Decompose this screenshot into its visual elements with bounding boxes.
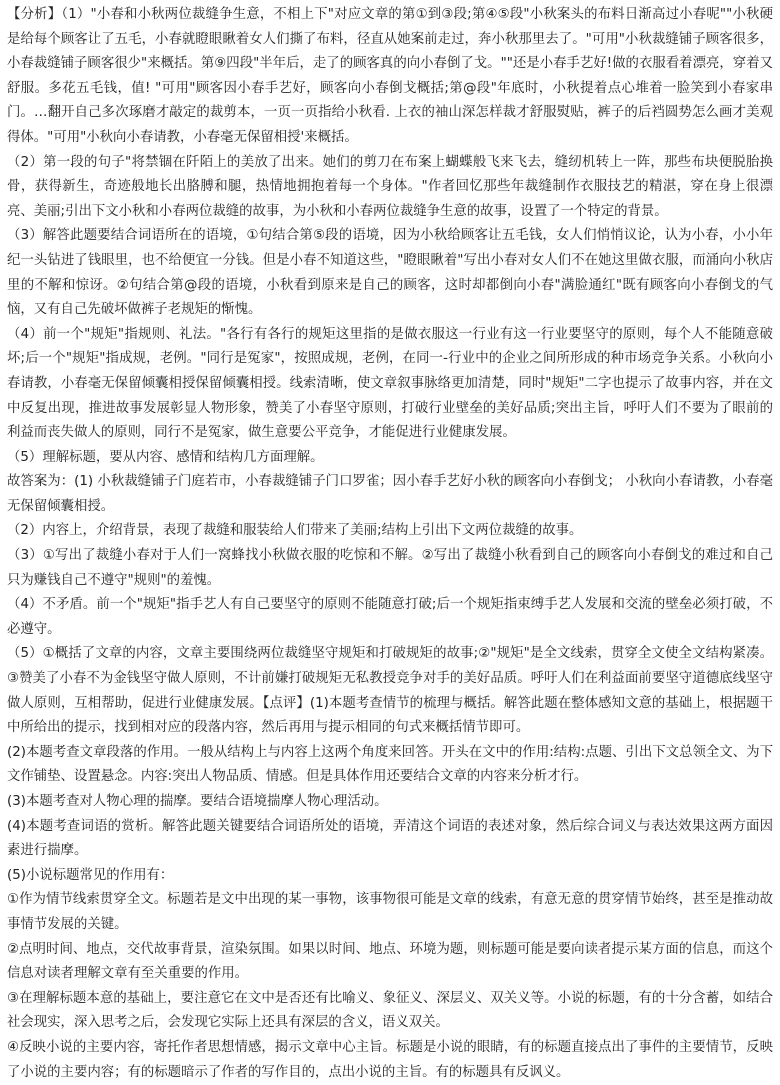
paragraph-answer-2: （2）内容上，介绍背景，表现了裁缝和服装给人们带来了美丽;结构上引出下文两位裁缝的故事。 [7,523,583,539]
paragraph-answer-3: （3）①写出了裁缝小春对于人们一窝蜂找小秋做衣服的吃惊和不解。②写出了裁缝小秋看到自己的顾客向小春倒戈的难过和自己只为赚钱自己不遵守"规则"的羞愧。 [7,548,773,588]
paragraph-analysis-2: （2）第一段的句子"将禁锢在阡陌上的美放了出来。她们的剪刀在布案上蝴蝶般飞来飞去，缝纫机转上一阵，那些布块便脱胎换骨，获得新生，奇迹般地长出胳膊和腿，热情地拥抱着每一个身体。"作者回忆那些年裁缝制作衣服技艺的精湛，穿在身上很漂亮、美丽;引出下文小秋和小春两位裁缝的故事，为小秋和小春两位裁缝争生意的故事，设置了一个特定的背景。 [7,154,773,219]
paragraph-title-role-4: ④反映小说的主要内容，寄托作者思想情感，揭示文章中心主旨。标题是小说的眼睛，有的标题直接点出了事件的主要情节，反映了小说的主要内容；有的标题暗示了作者的写作目的，点出小说的主旨。有的标题具有反讽义。 [7,1039,773,1080]
paragraph-comment-2: (2)本题考查文章段落的作用。一般从结构上与内容上这两个角度来回答。开头在文中的作用:结构:点题、引出下文总领全文、为下文作铺垫、设置悬念。内容:突出人物品质、情感。但是具体作用还要结合文章的内容来分析才行。 [7,744,773,785]
paragraph-comment-3: (3)本题考查对人物心理的揣摩。要结合语境揣摩人物心理活动。 [7,794,388,809]
paragraph-title-role-1: ①作为情节线索贯穿全文。标题若是文中出现的某一事物，该事物很可能是文章的线索，有意无意的贯穿情节始终，甚至是推动故事情节发展的关键。 [7,892,773,932]
paragraph-answer-5-and-comment-1: （5）①概括了文章的内容，文章主要围绕两位裁缝坚守规矩和打破规矩的故事;②"规矩"是全文线索，贯穿全文使全文结构紧凑。③赞美了小春不为金钱坚守做人原则，不计前嫌打破规矩无私教授竞争对手的美好品质。呼吁人们在利益面前要坚守道德底线坚守做人原则，互相帮助，促进行业健康发展。【点评】(1)本题考查情节的梳理与概括。解答此题在整体感知文意的基础上，根据题干中所给出的提示，找到相对应的段落内容，然后再用与提示相同的句式来概括情节即可。 [7,646,773,736]
paragraph-answer-4: （4）不矛盾。前一个"规矩"指手艺人有自己要坚守的原则不能随意打破;后一个规矩指束缚手艺人发展和交流的壁垒必须打破，不必遵守。 [7,597,773,637]
paragraph-comment-5-intro: (5)小说标题常见的作用有： [7,867,174,883]
paragraph-analysis-3: （3）解答此题要结合词语所在的语境，①句结合第⑤段的语境，因为小秋给顾客让五毛钱，女人们悄悄议论，认为小春，小小年纪一头钻进了钱眼里，也不给便宜一分钱。但是小春不知道这些，"瞪眼瞅着"写出小春对女人们不在她这里做衣服，而涌向小秋店里的不解和惊讶。②句结合第@段的语境，小秋看到原来是自己的顾客，这时却都倒向小春"满脸通红"既有顾客向小春倒戈的气恼，又有自己先破坏做裤子老规矩的惭愧。 [7,228,773,318]
paragraph-comment-4: (4)本题考查词语的赏析。解答此题关键要结合词语所处的语境，弄清这个词语的表述对象，然后综合词义与表达效果这两方面因素进行揣摩。 [7,818,773,859]
paragraph-answer-1: 故答案为：(1) 小秋裁缝铺子门庭若市，小春裁缝铺子门口罗雀；因小春手艺好小秋的顾客向小春倒戈； 小秋向小春请教，小春毫无保留倾囊相授。 [7,474,773,514]
paragraph-analysis-5: （5）理解标题，要从内容、感情和结构几方面理解。 [7,449,324,465]
paragraph-title-role-2: ②点明时间、地点，交代故事背景，渲染氛围。如果以时间、地点、环境为题，则标题可能是要向读者提示某方面的信息，而这个信息对读者理解文章有至关重要的作用。 [7,941,773,982]
paragraph-title-role-3: ③在理解标题本意的基础上，要注意它在文中是否还有比喻义、象征义、深层义、双关义等。小说的标题，有的十分含蓄，如结合社会现实，深入思考之后，会发现它实际上还具有深层的含义，语义双关。 [7,990,773,1031]
paragraph-analysis-1: 【分析】（1）"小春和小秋两位裁缝争生意，不相上下"对应文章的第①到③段;第④⑤段"小秋案头的布料日渐高过小春呢""小秋硬是给每个顾客让了五毛，小春就瞪眼瞅着女人们撕了布料，径直从她案前走过，奔小秋那里去了。"可用"小秋裁缝铺子顾客很多，小春裁缝铺子顾客很少"来概括。第⑨四段"半年后，走了的顾客真的向小春倒了戈。""还是小春手艺好!做的衣服看着漂亮，穿着又舒服。多花五毛钱，值! "可用"顾客因小春手艺好，顾客向小春倒戈概括;第@段"年底时，小秋提着点心堆着一脸笑到小春家串门。…翻开自己多次琢磨才敲定的裁剪本，一页一页指给小秋看. 上衣的袖山深怎样裁才舒服熨贴，裤子的后裆圆势怎么画才美观得体。"可用"小秋向小春请教，小春毫无保留相授'来概括。 [7,7,773,145]
paragraph-analysis-4: （4）前一个"规矩"指规则、礼法。"各行有各行的规矩这里指的是做衣服这一行业有这一行业要坚守的原则，每个人不能随意破坏;后一个"规矩"指成规，老例。"同行是冤家"，按照成规，老例，在同一-行业中的企业之间所形成的种市场竞争关系。小秋向小春请教，小春毫无保留倾囊相授保留倾囊相授。线索清晰，使文章叙事脉络更加清楚，同时"规矩"二字也提示了故事内容，并在文中反复出现，推进故事发展彰显人物形象，赞美了小春坚守原则，打破行业壁垒的美好品质;突出主旨，呼吁人们不要为了眼前的利益而丧失做人的原则，同行不是冤家，做生意要公平竞争，才能促进行业健康发展。 [7,326,773,441]
